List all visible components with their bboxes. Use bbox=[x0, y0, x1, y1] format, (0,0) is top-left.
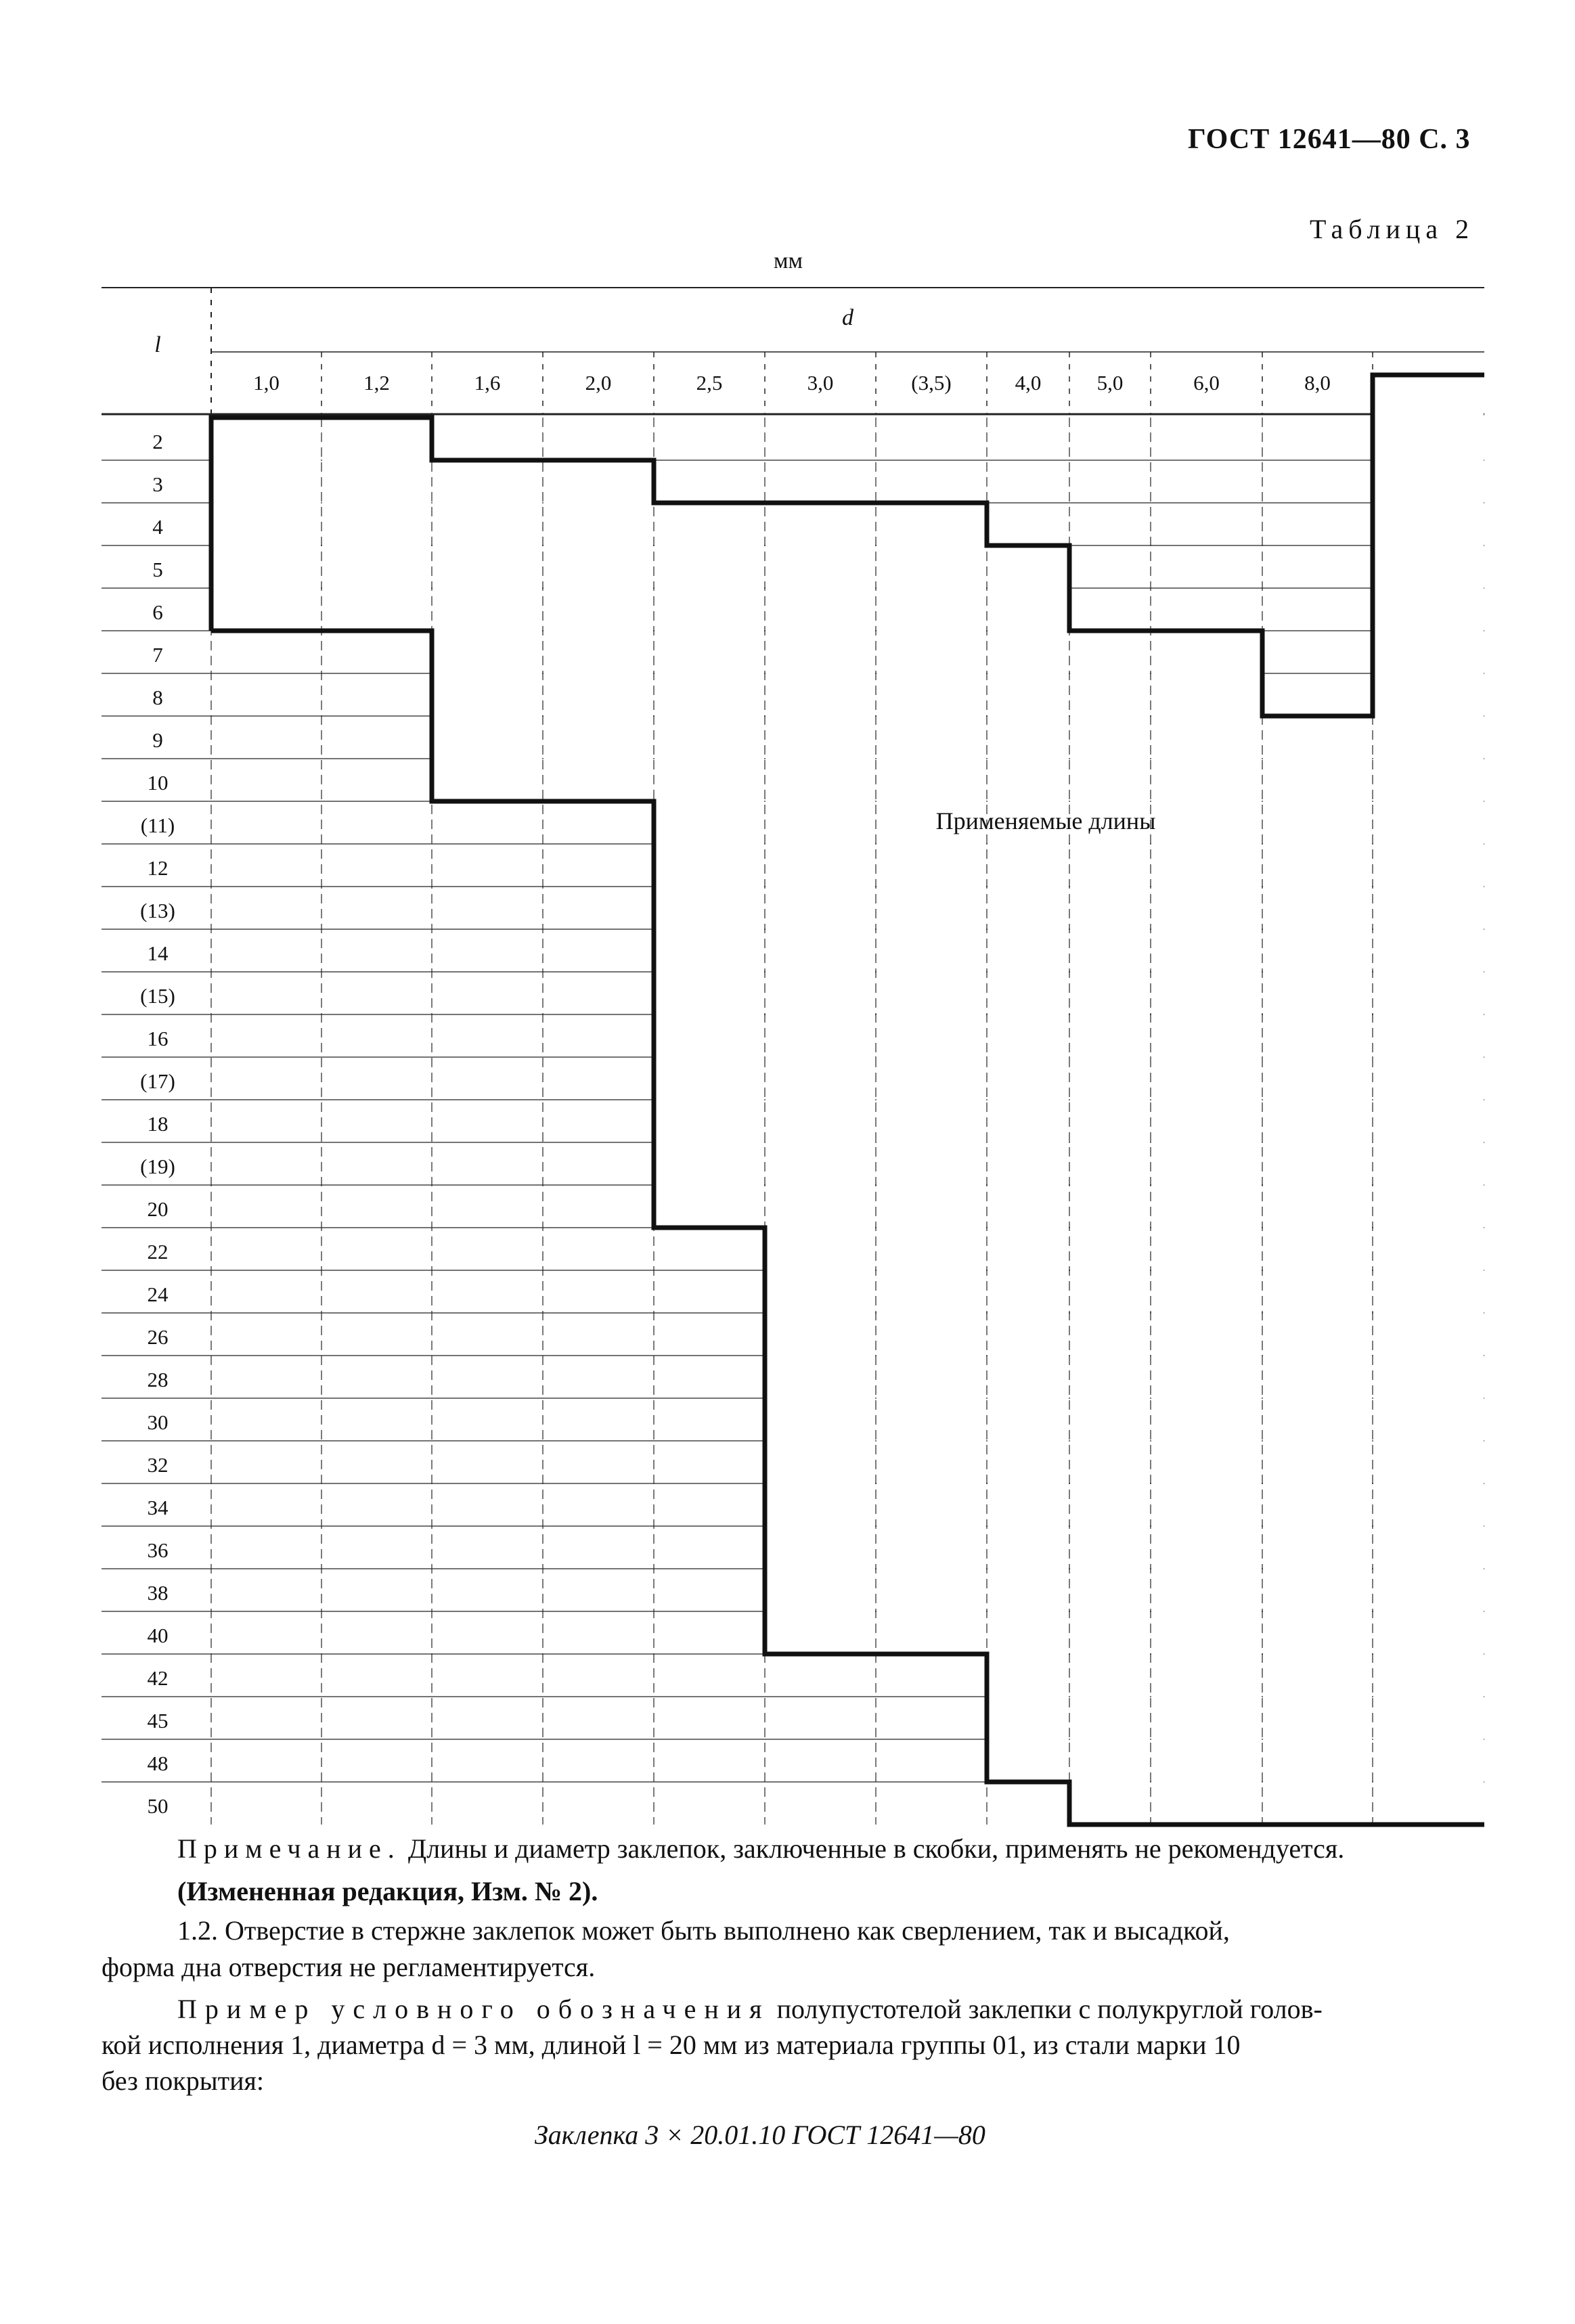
applicable-cell-block bbox=[212, 418, 321, 630]
clause-line-1: 1.2. Отверстие в стержне заклепок может быть выполнено как сверлением, так и высадкой, bbox=[177, 1915, 1230, 1946]
diameter-header: 4,0 bbox=[1015, 371, 1042, 395]
length-label: 3 bbox=[152, 472, 163, 496]
applicable-lengths-label: Применяемые длины bbox=[935, 807, 1156, 834]
length-label: 38 bbox=[147, 1581, 169, 1605]
clause-line-2: форма дна отверстия не регламентируется. bbox=[102, 1952, 596, 1982]
length-label: 30 bbox=[147, 1410, 169, 1434]
length-label: 8 bbox=[152, 686, 163, 709]
note-lead: Примечание. bbox=[177, 1833, 401, 1864]
applicable-cell-block bbox=[544, 461, 653, 801]
length-label: 40 bbox=[147, 1624, 169, 1647]
diameter-header: 1,6 bbox=[474, 371, 501, 395]
length-label: (19) bbox=[140, 1155, 175, 1178]
col-group-header-label: d bbox=[842, 305, 853, 330]
length-label: 14 bbox=[147, 941, 169, 965]
length-label: 2 bbox=[152, 430, 163, 453]
applicable-cell-block bbox=[766, 504, 875, 1653]
length-label: 50 bbox=[147, 1794, 169, 1818]
note-text: Длины и диаметр заклепок, заключенные в скобки, применять не рекомендуется. bbox=[401, 1833, 1345, 1864]
length-label: 9 bbox=[152, 728, 163, 752]
edition-note: (Измененная редакция, Изм. № 2). bbox=[177, 1876, 598, 1906]
diameter-header: 8,0 bbox=[1304, 371, 1331, 395]
applicable-cell-block bbox=[322, 418, 431, 630]
applicable-cell-block bbox=[988, 546, 1069, 1781]
length-label: 6 bbox=[152, 600, 163, 624]
designation-example: Заклепка 3 × 20.01.10 ГОСТ 12641—80 bbox=[535, 2120, 985, 2150]
length-label: (17) bbox=[140, 1069, 175, 1093]
length-label: (13) bbox=[140, 899, 175, 922]
applicable-cell-block bbox=[1151, 631, 1262, 1824]
table-caption: Таблица 2 bbox=[1310, 214, 1475, 244]
length-label: 5 bbox=[152, 558, 163, 581]
length-label: 12 bbox=[147, 856, 169, 880]
diameter-header: 5,0 bbox=[1096, 371, 1124, 395]
document-header: ГОСТ 12641—80 С. 3 bbox=[1188, 124, 1471, 155]
table-note bbox=[177, 1831, 1344, 1867]
length-label: 24 bbox=[147, 1282, 169, 1306]
example-line-1 bbox=[177, 1991, 1323, 2028]
length-label: 28 bbox=[147, 1368, 169, 1391]
length-label: 22 bbox=[147, 1240, 169, 1264]
diameter-header: 6,0 bbox=[1193, 371, 1220, 395]
length-label: (11) bbox=[140, 813, 175, 837]
diameter-header: 1,2 bbox=[363, 371, 390, 395]
diameter-header: 1,0 bbox=[253, 371, 280, 395]
length-label: 16 bbox=[147, 1027, 169, 1050]
example-line-3: без покрытия: bbox=[102, 2065, 264, 2096]
length-label: 4 bbox=[152, 515, 163, 539]
example-lead: Пример условного обозначения bbox=[177, 1994, 770, 2024]
applicable-cell-block bbox=[432, 461, 542, 801]
length-label: 10 bbox=[147, 771, 169, 795]
length-label: 20 bbox=[147, 1197, 169, 1221]
length-label: 7 bbox=[152, 643, 163, 667]
row-header-label: l bbox=[154, 332, 161, 357]
diameter-header: 2,5 bbox=[696, 371, 723, 395]
diameter-header: 3,0 bbox=[807, 371, 834, 395]
length-label: 32 bbox=[147, 1453, 169, 1477]
example-text: полупустотелой заклепки с полукруглой голов- bbox=[770, 1994, 1323, 2024]
applicable-cell-block bbox=[877, 504, 986, 1653]
applicable-cell-block bbox=[1263, 717, 1372, 1824]
length-label: 18 bbox=[147, 1112, 169, 1136]
length-label: 36 bbox=[147, 1538, 169, 1562]
diameter-header: 2,0 bbox=[585, 371, 612, 395]
diameter-header: (3,5) bbox=[911, 371, 952, 395]
length-label: (15) bbox=[140, 984, 175, 1008]
length-label: 45 bbox=[147, 1709, 169, 1733]
length-label: 42 bbox=[147, 1666, 169, 1690]
applicable-cell-block bbox=[655, 504, 764, 1227]
length-label: 48 bbox=[147, 1751, 169, 1775]
example-line-2: кой исполнения 1, диаметра d = 3 мм, длиной l = 20 мм из материала группы 01, из стали марки 10 bbox=[102, 2030, 1241, 2060]
unit-label: мм bbox=[774, 248, 803, 273]
applicable-cell-block bbox=[1373, 376, 1484, 1824]
length-label: 34 bbox=[147, 1496, 169, 1519]
length-label: 26 bbox=[147, 1325, 169, 1349]
